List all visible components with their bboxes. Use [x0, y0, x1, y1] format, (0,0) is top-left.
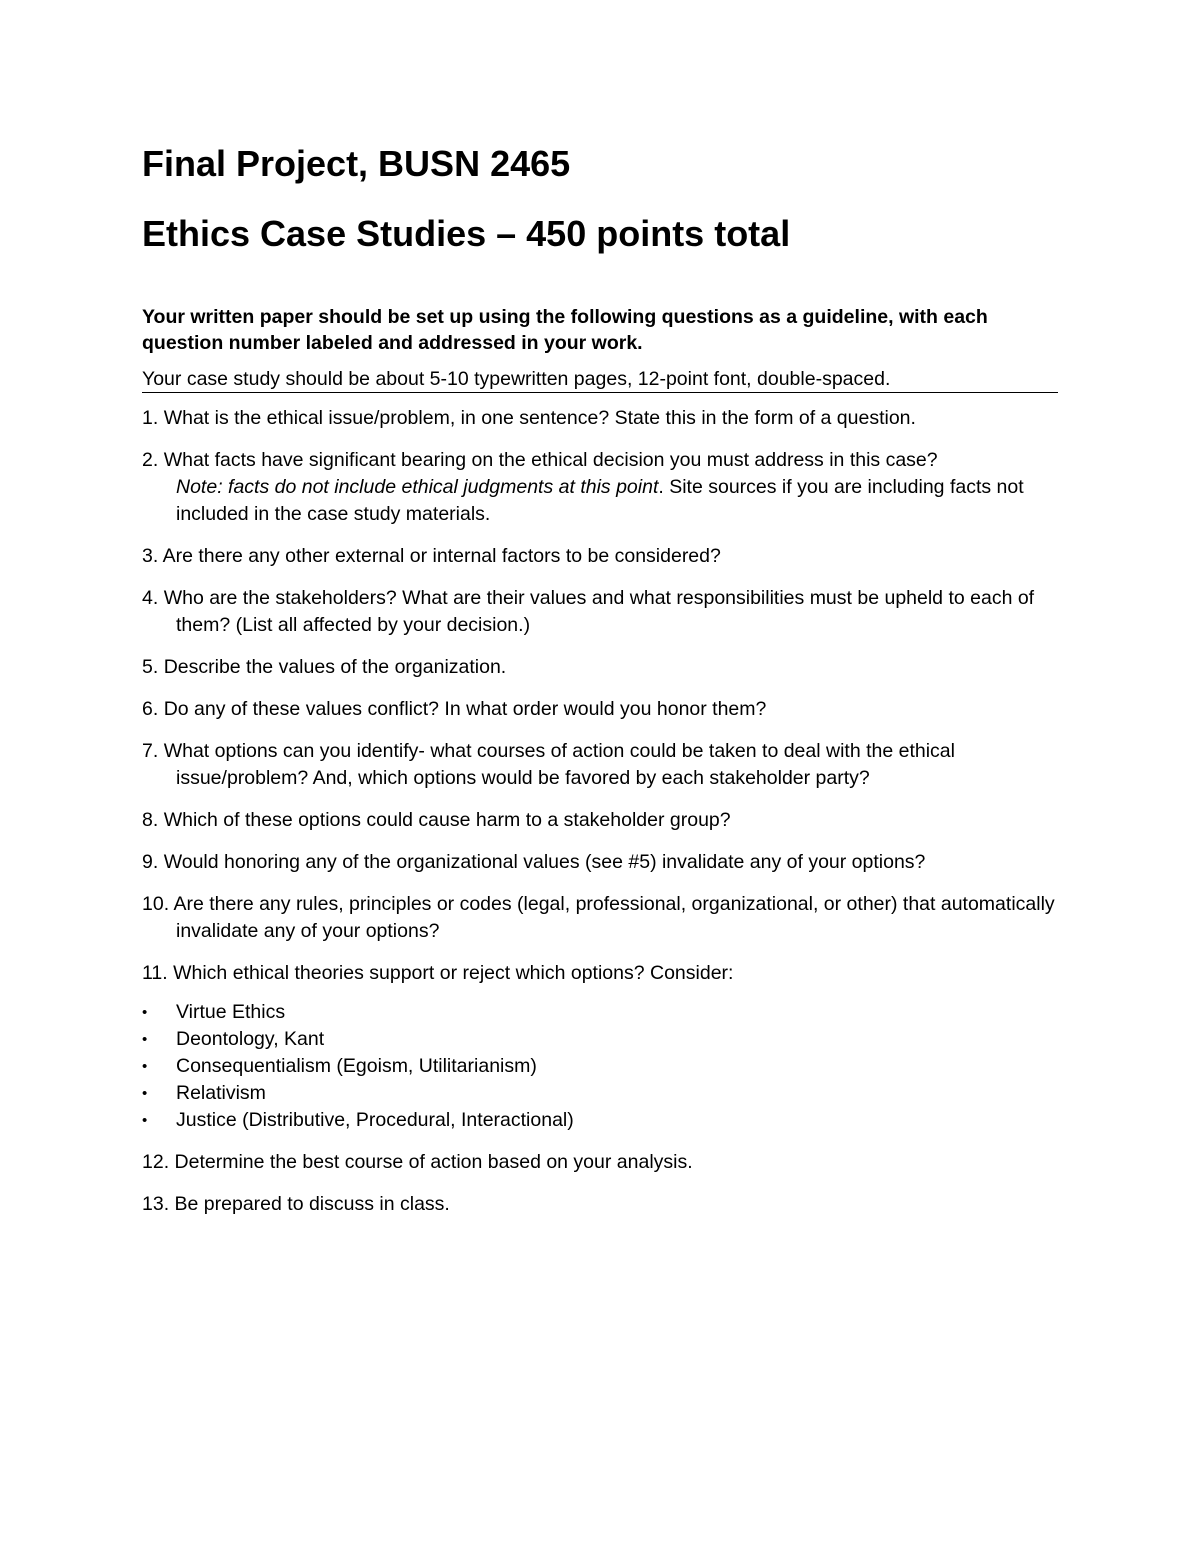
question-text: Describe the values of the organization.	[163, 656, 507, 678]
question-number: 1.	[142, 407, 159, 429]
question-list	[142, 405, 1062, 1233]
question-item	[142, 960, 1062, 987]
question-number: 8.	[142, 809, 159, 831]
theory-label: Deontology, Kant	[176, 1028, 325, 1050]
theory-label: Consequentialism (Egoism, Utilitarianism)	[176, 1055, 537, 1077]
question-text: Are there any rules, principles or codes (legal, professional, organizational, or other) that automatically invalidate any of your options?	[173, 893, 1055, 942]
question-number: 11.	[142, 962, 168, 984]
question-number: 10.	[142, 893, 170, 915]
question-text: What options can you identify- what courses of action could be taken to deal with the ethical issue/problem? And, which options would be favored by each stakeholder party?	[163, 740, 955, 789]
question-item	[142, 807, 1062, 834]
theory-item	[142, 1107, 1062, 1134]
question-text: Who are the stakeholders? What are their values and what responsibilities must be upheld to each of them? (List all affected by your decision.)	[163, 587, 1035, 636]
question-number: 7.	[142, 740, 159, 762]
bullet-icon: •	[142, 1004, 148, 1021]
question-item	[142, 654, 1062, 681]
question-text: Which of these options could cause harm to a stakeholder group?	[163, 809, 731, 831]
theory-label: Virtue Ethics	[176, 1001, 286, 1023]
question-number: 2.	[142, 449, 159, 471]
question-text: Are there any other external or internal factors to be considered?	[162, 545, 721, 567]
question-item	[142, 405, 1062, 432]
question-item	[142, 543, 1062, 570]
question-number: 9.	[142, 851, 159, 873]
theory-item	[142, 1053, 1062, 1080]
question-number: 5.	[142, 656, 159, 678]
bullet-icon: •	[142, 1031, 148, 1048]
question-number: 12.	[142, 1151, 170, 1173]
ethical-theories-list	[142, 999, 1062, 1134]
question-item	[142, 447, 1062, 528]
document-subtitle: Ethics Case Studies – 450 points total	[142, 213, 791, 254]
question-item	[142, 696, 1062, 723]
length-requirement: Your case study should be about 5-10 typewritten pages, 12-point font, double-spaced.	[142, 366, 1058, 393]
question-note-followup: . Site sources if you are including facts not included in the case study materials.	[176, 476, 1024, 525]
question-item	[142, 849, 1062, 876]
question-item	[142, 891, 1062, 945]
question-text: Would honoring any of the organizational values (see #5) invalidate any of your options?	[163, 851, 926, 873]
instructions-text: Your written paper should be set up using the following questions as a guideline, with each question number labeled and addressed in your work.	[142, 306, 988, 354]
question-item	[142, 738, 1062, 792]
question-text: Determine the best course of action based on your analysis.	[174, 1151, 693, 1173]
question-item	[142, 1191, 1062, 1218]
theory-label: Relativism	[176, 1082, 266, 1104]
question-number: 6.	[142, 698, 159, 720]
question-continuation	[176, 474, 1062, 528]
bullet-icon: •	[142, 1112, 148, 1129]
question-item	[142, 1149, 1062, 1176]
question-text: What is the ethical issue/problem, in one sentence? State this in the form of a question.	[163, 407, 916, 429]
question-item	[142, 585, 1062, 639]
question-number: 13.	[142, 1193, 170, 1215]
bullet-icon: •	[142, 1085, 148, 1102]
question-number: 4.	[142, 587, 159, 609]
bullet-icon: •	[142, 1058, 148, 1075]
theory-item	[142, 1026, 1062, 1053]
question-text: What facts have significant bearing on the ethical decision you must address in this case?	[163, 449, 938, 471]
theory-item	[142, 999, 1062, 1026]
theory-item	[142, 1080, 1062, 1107]
question-number: 3.	[142, 545, 159, 567]
document-title: Final Project, BUSN 2465	[142, 143, 571, 184]
theory-label: Justice (Distributive, Procedural, Interactional)	[176, 1109, 574, 1131]
question-text: Do any of these values conflict? In what order would you honor them?	[163, 698, 767, 720]
question-text: Which ethical theories support or reject which options? Consider:	[173, 962, 734, 984]
question-text: Be prepared to discuss in class.	[174, 1193, 450, 1215]
question-note: Note: facts do not include ethical judgments at this point	[176, 476, 659, 498]
